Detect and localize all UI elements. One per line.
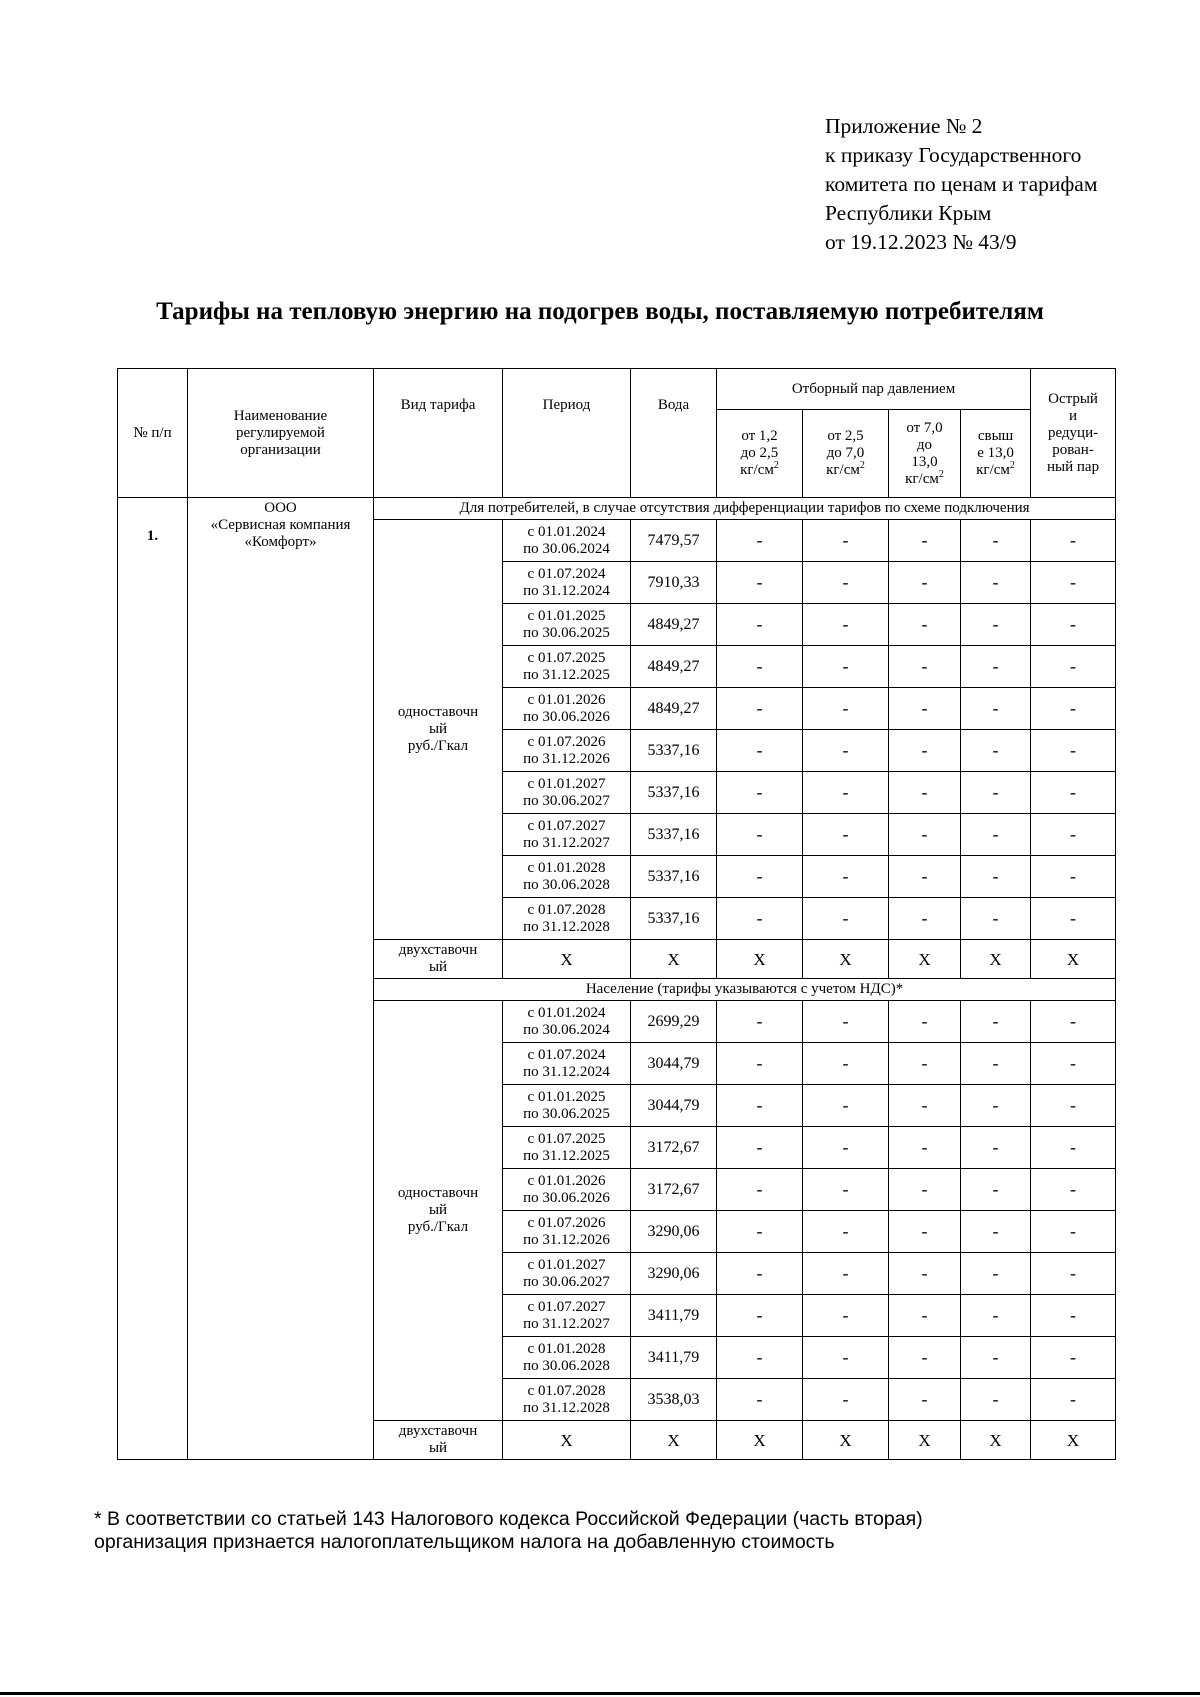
tariff-type-double — [374, 1421, 503, 1460]
document-title: Тарифы на тепловую энергию на подогрев воды, поставляемую потребителям — [156, 298, 1044, 325]
header-num: № п/п — [118, 369, 188, 498]
period-cell — [503, 1127, 631, 1169]
organization-name-line: ООО — [264, 500, 297, 516]
steam-value: - — [889, 562, 961, 604]
steam-value: - — [717, 730, 803, 772]
header-sharp-line: редуци- — [1047, 424, 1099, 441]
period-from: с 01.01.2027 — [527, 1256, 606, 1273]
steam-value: - — [889, 1295, 961, 1337]
period-from: с 01.07.2027 — [527, 1298, 606, 1315]
period-to: по 31.12.2026 — [523, 750, 610, 767]
steam-value: - — [803, 814, 889, 856]
period-cell — [503, 688, 631, 730]
header-period: Период — [503, 369, 631, 498]
header-steam-text: свыш — [977, 428, 1014, 444]
appendix-line: Республики Крым — [825, 201, 992, 225]
header-steam-group: Отборный пар давлением — [717, 369, 1031, 410]
steam-value: - — [717, 1085, 803, 1127]
not-applicable-mark: X — [889, 1421, 961, 1460]
header-steam-unit: кг/см — [905, 470, 939, 487]
water-value: 3411,79 — [631, 1295, 717, 1337]
steam-value: - — [961, 856, 1031, 898]
period-from: с 01.07.2026 — [527, 733, 606, 750]
period-from: с 01.01.2024 — [527, 523, 606, 540]
steam-value: - — [889, 730, 961, 772]
steam-value: - — [889, 520, 961, 562]
steam-value: - — [961, 772, 1031, 814]
period-from: с 01.07.2025 — [527, 649, 606, 666]
period-cell — [503, 604, 631, 646]
period-cell — [503, 1169, 631, 1211]
steam-value: - — [889, 814, 961, 856]
appendix-line: от 19.12.2023 № 43/9 — [825, 230, 1017, 254]
header-steam-text: до — [916, 436, 933, 453]
header-steam-text: до 2,5 — [740, 445, 779, 461]
period-from: с 01.07.2027 — [527, 817, 606, 834]
water-value: 2699,29 — [631, 1001, 717, 1043]
header-steam-text: е 13,0 — [977, 445, 1014, 461]
appendix-block — [825, 112, 1097, 257]
period-to: по 30.06.2028 — [523, 876, 610, 893]
tariff-type-line: ый — [428, 1202, 448, 1218]
steam-value: - — [1031, 646, 1116, 688]
steam-value: - — [1031, 814, 1116, 856]
steam-value: - — [803, 1001, 889, 1043]
tariff-type-line: ый — [428, 959, 448, 975]
water-value: 3044,79 — [631, 1085, 717, 1127]
organization-name-line: «Комфорт» — [244, 534, 317, 550]
footnote-line: организация признается налогоплательщиком налога на добавленную стоимость — [94, 1531, 835, 1553]
period-from: с 01.07.2024 — [527, 1046, 606, 1063]
steam-value: - — [961, 1379, 1031, 1421]
steam-value: - — [803, 604, 889, 646]
steam-value: - — [717, 814, 803, 856]
period-to: по 30.06.2024 — [523, 1021, 610, 1038]
header-steam-text: до 7,0 — [826, 445, 865, 461]
not-applicable-mark: X — [803, 940, 889, 979]
steam-value: - — [803, 520, 889, 562]
water-value: 3172,67 — [631, 1127, 717, 1169]
not-applicable-mark: X — [631, 1421, 717, 1460]
steam-value: - — [803, 1085, 889, 1127]
steam-value: - — [1031, 562, 1116, 604]
water-value: 5337,16 — [631, 898, 717, 940]
steam-value: - — [1031, 520, 1116, 562]
steam-value: - — [1031, 1379, 1116, 1421]
tariff-type-single — [374, 1001, 503, 1421]
header-steam-1 — [717, 410, 803, 498]
water-value: 5337,16 — [631, 856, 717, 898]
steam-value: - — [961, 1211, 1031, 1253]
steam-value: - — [889, 1127, 961, 1169]
period-to: по 31.12.2028 — [523, 918, 610, 935]
steam-value: - — [717, 646, 803, 688]
bottom-rule — [0, 1692, 1200, 1695]
header-water: Вода — [631, 369, 717, 498]
steam-value: - — [1031, 1043, 1116, 1085]
not-applicable-mark: X — [961, 940, 1031, 979]
header-sharp-steam — [1031, 369, 1116, 498]
period-to: по 31.12.2025 — [523, 666, 610, 683]
steam-value: - — [961, 1295, 1031, 1337]
period-to: по 30.06.2028 — [523, 1357, 610, 1374]
period-cell — [503, 1295, 631, 1337]
header-steam-sup: 2 — [859, 460, 865, 471]
tariff-type-line: двухставочн — [398, 1423, 478, 1439]
period-to: по 31.12.2024 — [523, 1063, 610, 1080]
period-from: с 01.07.2026 — [527, 1214, 606, 1231]
steam-value: - — [961, 1337, 1031, 1379]
appendix-line: комитета по ценам и тарифам — [825, 172, 1098, 196]
header-steam-4 — [961, 410, 1031, 498]
steam-value: - — [961, 898, 1031, 940]
period-from: с 01.01.2027 — [527, 775, 606, 792]
period-cell — [503, 1211, 631, 1253]
period-to: по 31.12.2026 — [523, 1231, 610, 1248]
period-cell — [503, 772, 631, 814]
organization-name-line: «Сервисная компания — [210, 517, 351, 533]
header-steam-sup: 2 — [938, 468, 944, 480]
steam-value: - — [717, 856, 803, 898]
steam-value: - — [803, 646, 889, 688]
period-to: по 30.06.2024 — [523, 540, 610, 557]
steam-value: - — [1031, 688, 1116, 730]
steam-value: - — [1031, 730, 1116, 772]
period-from: с 01.01.2025 — [527, 607, 606, 624]
water-value: 3290,06 — [631, 1253, 717, 1295]
steam-value: - — [717, 1253, 803, 1295]
steam-value: - — [1031, 1211, 1116, 1253]
steam-value: - — [961, 1253, 1031, 1295]
steam-value: - — [1031, 604, 1116, 646]
water-value: 3290,06 — [631, 1211, 717, 1253]
water-value: 5337,16 — [631, 772, 717, 814]
steam-value: - — [1031, 772, 1116, 814]
steam-value: - — [961, 730, 1031, 772]
water-value: 5337,16 — [631, 814, 717, 856]
steam-value: - — [717, 1295, 803, 1337]
header-steam-unit: кг/см — [826, 462, 860, 478]
section-title: Для потребителей, в случае отсутствия дифференциации тарифов по схеме подключения — [374, 498, 1116, 520]
water-value: 3411,79 — [631, 1337, 717, 1379]
steam-value: - — [803, 1253, 889, 1295]
appendix-line: Приложение № 2 — [825, 114, 983, 138]
not-applicable-mark: X — [717, 940, 803, 979]
footnote-line: * В соответствии со статьей 143 Налогового кодекса Российской Федерации (часть вторая) — [94, 1508, 923, 1530]
organization-name — [188, 498, 374, 1460]
period-cell — [503, 1379, 631, 1421]
row-number: 1. — [118, 498, 188, 1460]
header-steam-unit: кг/см — [740, 462, 774, 478]
steam-value: - — [803, 1295, 889, 1337]
steam-value: - — [717, 772, 803, 814]
section-row — [118, 498, 1116, 520]
footnote — [94, 1508, 923, 1554]
period-cell — [503, 814, 631, 856]
header-org-line: Наименование — [233, 407, 328, 424]
not-applicable-mark: X — [717, 1421, 803, 1460]
tariff-type-line: ый — [428, 1440, 448, 1456]
steam-value: - — [803, 1211, 889, 1253]
steam-value: - — [803, 1379, 889, 1421]
water-value: 4849,27 — [631, 688, 717, 730]
water-value: 7479,57 — [631, 520, 717, 562]
header-steam-sup: 2 — [1009, 460, 1015, 471]
steam-value: - — [717, 1337, 803, 1379]
header-org-line: регулируемой — [236, 424, 325, 441]
period-to: по 30.06.2027 — [523, 792, 610, 809]
water-value: 7910,33 — [631, 562, 717, 604]
period-to: по 31.12.2025 — [523, 1147, 610, 1164]
steam-value: - — [889, 646, 961, 688]
period-cell — [503, 520, 631, 562]
not-applicable-mark: X — [631, 940, 717, 979]
period-cell — [503, 1253, 631, 1295]
steam-value: - — [1031, 1253, 1116, 1295]
period-to: по 31.12.2027 — [523, 1315, 610, 1332]
section-title: Население (тарифы указываются с учетом НДС)* — [374, 979, 1116, 1001]
steam-value: - — [961, 688, 1031, 730]
steam-value: - — [889, 1337, 961, 1379]
not-applicable-mark: X — [1031, 940, 1116, 979]
steam-value: - — [889, 1253, 961, 1295]
tariff-type-line: руб./Гкал — [407, 738, 469, 754]
steam-value: - — [717, 604, 803, 646]
steam-value: - — [1031, 1169, 1116, 1211]
steam-value: - — [961, 1043, 1031, 1085]
tariff-type-single — [374, 520, 503, 940]
steam-value: - — [889, 604, 961, 646]
period-from: с 01.07.2024 — [527, 565, 606, 582]
steam-value: - — [961, 646, 1031, 688]
tariff-type-line: ый — [428, 721, 448, 737]
period-to: по 30.06.2027 — [523, 1273, 610, 1290]
header-steam-text: от 7,0 — [906, 419, 943, 436]
header-sharp-line: ный пар — [1047, 458, 1100, 475]
period-cell — [503, 730, 631, 772]
steam-value: - — [1031, 1295, 1116, 1337]
period-cell — [503, 1337, 631, 1379]
header-organization — [188, 369, 374, 498]
steam-value: - — [1031, 856, 1116, 898]
header-steam-text: 13,0 — [911, 453, 938, 470]
steam-value: - — [717, 1127, 803, 1169]
header-steam-sup: 2 — [773, 460, 779, 471]
steam-value: - — [717, 1211, 803, 1253]
steam-value: - — [717, 1379, 803, 1421]
steam-value: - — [889, 1379, 961, 1421]
water-value: 3538,03 — [631, 1379, 717, 1421]
steam-value: - — [1031, 1001, 1116, 1043]
period-from: с 01.07.2028 — [527, 901, 606, 918]
tariff-table — [117, 368, 1116, 1460]
period-from: с 01.01.2025 — [527, 1088, 606, 1105]
steam-value: - — [803, 1127, 889, 1169]
steam-value: - — [803, 1337, 889, 1379]
steam-value: - — [961, 1001, 1031, 1043]
steam-value: - — [889, 856, 961, 898]
period-to: по 30.06.2025 — [523, 624, 610, 641]
steam-value: - — [803, 856, 889, 898]
period-from: с 01.01.2026 — [527, 691, 606, 708]
steam-value: - — [889, 1211, 961, 1253]
tariff-type-double — [374, 940, 503, 979]
not-applicable-mark: X — [803, 1421, 889, 1460]
header-sharp-line: и — [1069, 407, 1078, 424]
steam-value: - — [961, 1085, 1031, 1127]
steam-value: - — [717, 688, 803, 730]
steam-value: - — [717, 1043, 803, 1085]
period-from: с 01.01.2028 — [527, 859, 606, 876]
header-steam-text: от 2,5 — [827, 428, 864, 444]
steam-value: - — [1031, 1127, 1116, 1169]
steam-value: - — [1031, 1085, 1116, 1127]
period-to: по 30.06.2025 — [523, 1105, 610, 1122]
header-steam-2 — [803, 410, 889, 498]
steam-value: - — [803, 1169, 889, 1211]
steam-value: - — [717, 1169, 803, 1211]
steam-value: - — [803, 772, 889, 814]
steam-value: - — [889, 1001, 961, 1043]
steam-value: - — [889, 898, 961, 940]
steam-value: - — [961, 1127, 1031, 1169]
steam-value: - — [961, 1169, 1031, 1211]
tariff-type-line: руб./Гкал — [407, 1219, 469, 1235]
period-cell — [503, 646, 631, 688]
tariff-type-line: двухставочн — [398, 942, 478, 958]
header-steam-text: от 1,2 — [741, 428, 778, 444]
steam-value: - — [717, 562, 803, 604]
period-cell — [503, 898, 631, 940]
appendix-line: к приказу Государственного — [825, 143, 1082, 167]
water-value: 3044,79 — [631, 1043, 717, 1085]
steam-value: - — [961, 814, 1031, 856]
period-from: с 01.01.2024 — [527, 1004, 606, 1021]
steam-value: - — [803, 730, 889, 772]
period-from: с 01.07.2028 — [527, 1382, 606, 1399]
period-from: с 01.01.2026 — [527, 1172, 606, 1189]
period-from: с 01.01.2028 — [527, 1340, 606, 1357]
steam-value: - — [889, 772, 961, 814]
period-to: по 31.12.2028 — [523, 1399, 610, 1416]
water-value: 3172,67 — [631, 1169, 717, 1211]
steam-value: - — [889, 688, 961, 730]
water-value: 4849,27 — [631, 646, 717, 688]
header-sharp-line: рован- — [1052, 441, 1094, 458]
period-to: по 30.06.2026 — [523, 708, 610, 725]
steam-value: - — [717, 1001, 803, 1043]
not-applicable-mark: X — [961, 1421, 1031, 1460]
period-to: по 31.12.2024 — [523, 582, 610, 599]
steam-value: - — [961, 520, 1031, 562]
period-cell — [503, 1043, 631, 1085]
not-applicable-mark: X — [503, 940, 631, 979]
steam-value: - — [803, 1043, 889, 1085]
period-cell — [503, 1085, 631, 1127]
header-steam-unit: кг/см — [976, 462, 1010, 478]
steam-value: - — [803, 898, 889, 940]
steam-value: - — [889, 1043, 961, 1085]
steam-value: - — [961, 604, 1031, 646]
steam-value: - — [1031, 898, 1116, 940]
period-cell — [503, 1001, 631, 1043]
period-cell — [503, 856, 631, 898]
not-applicable-mark: X — [889, 940, 961, 979]
period-to: по 31.12.2027 — [523, 834, 610, 851]
header-org-line: организации — [240, 441, 321, 458]
steam-value: - — [717, 898, 803, 940]
water-value: 4849,27 — [631, 604, 717, 646]
not-applicable-mark: X — [503, 1421, 631, 1460]
period-to: по 30.06.2026 — [523, 1189, 610, 1206]
header-steam-3 — [889, 410, 961, 498]
period-from: с 01.07.2025 — [527, 1130, 606, 1147]
steam-value: - — [803, 562, 889, 604]
steam-value: - — [889, 1169, 961, 1211]
header-tariff-type: Вид тарифа — [374, 369, 503, 498]
water-value: 5337,16 — [631, 730, 717, 772]
steam-value: - — [1031, 1337, 1116, 1379]
header-sharp-line: Острый — [1048, 390, 1098, 407]
steam-value: - — [889, 1085, 961, 1127]
not-applicable-mark: X — [1031, 1421, 1116, 1460]
steam-value: - — [803, 688, 889, 730]
tariff-type-line: одноставочн — [397, 704, 479, 720]
tariff-type-line: одноставочн — [397, 1185, 479, 1201]
period-cell — [503, 562, 631, 604]
steam-value: - — [961, 562, 1031, 604]
steam-value: - — [717, 520, 803, 562]
